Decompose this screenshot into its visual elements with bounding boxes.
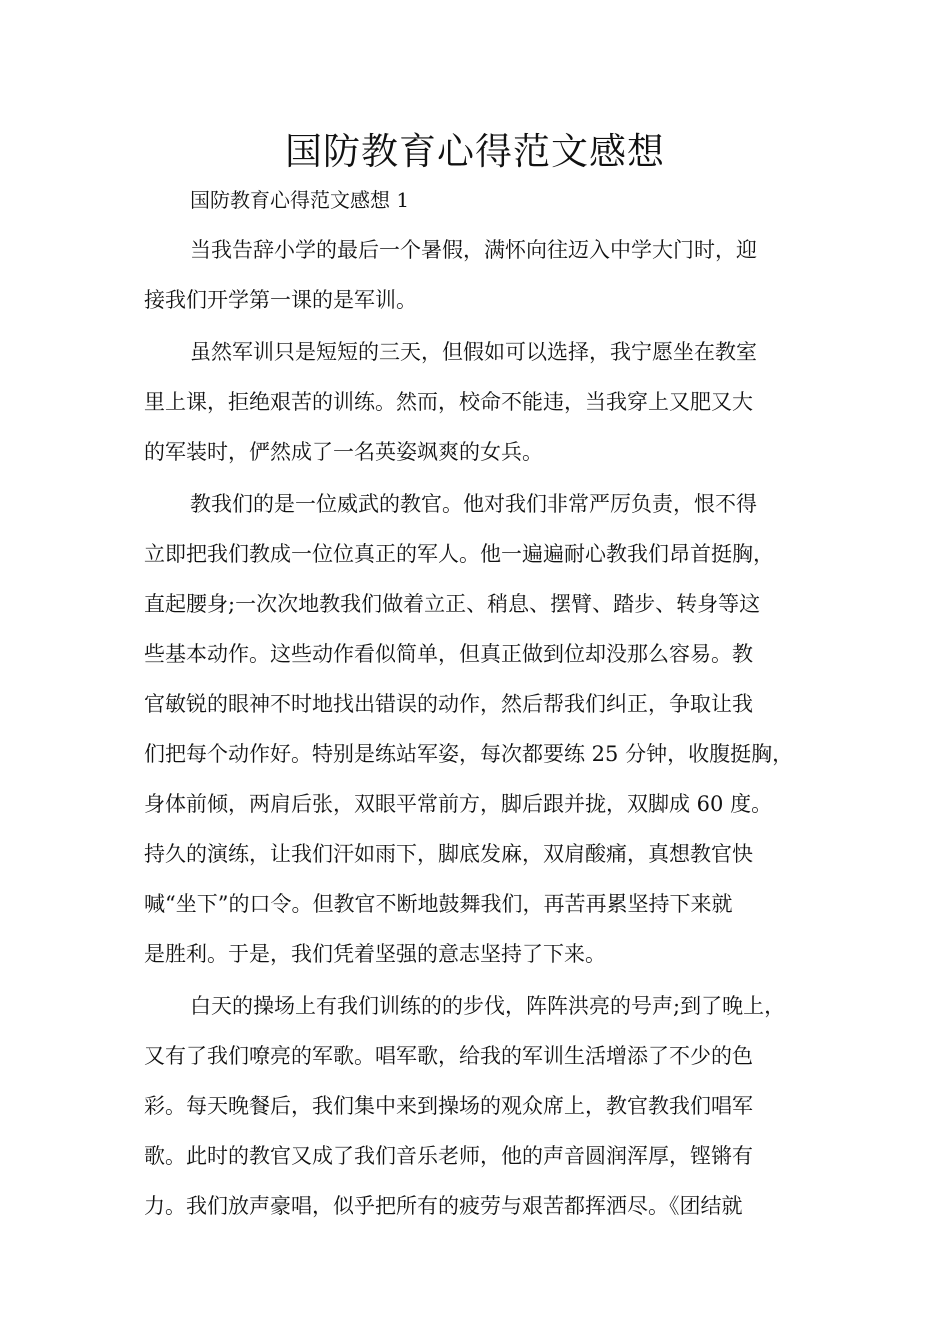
paragraph-line: 当我告辞小学的最后一个暑假，满怀向往迈入中学大门时，迎: [190, 238, 757, 262]
paragraph: [144, 335, 824, 485]
paragraph-line: 官敏锐的眼神不时地找出错误的动作，然后帮我们纠正，争取让我: [144, 692, 753, 716]
paragraph-line: 白天的操场上有我们训练的的步伐，阵阵洪亮的号声;到了晚上，: [190, 994, 786, 1018]
paragraph: [144, 487, 824, 987]
paragraph-line: 们把每个动作好。特别是练站军姿，每次都要练 25 分钟，收腹挺胸，: [144, 742, 794, 766]
paragraph-line: 教我们的是一位威武的教官。他对我们非常严厉负责，恨不得: [190, 492, 757, 516]
paragraph-line: 直起腰身;一次次地教我们做着立正、稍息、摆臂、踏步、转身等这: [144, 592, 761, 616]
document-body: [144, 233, 824, 1241]
paragraph-line: 身体前倾，两肩后张，双眼平常前方，脚后跟并拢，双脚成 60 度。: [144, 792, 773, 816]
paragraph-line: 些基本动作。这些动作看似简单，但真正做到位却没那么容易。教: [144, 642, 753, 666]
paragraph-line: 歌。此时的教官又成了我们音乐老师，他的声音圆润浑厚，铿锵有: [144, 1144, 753, 1168]
paragraph-line: 虽然军训只是短短的三天，但假如可以选择，我宁愿坐在教室: [190, 340, 757, 364]
paragraph-line: 彩。每天晚餐后，我们集中来到操场的观众席上，教官教我们唱军: [144, 1094, 753, 1118]
paragraph-line: 接我们开学第一课的是军训。: [144, 288, 417, 312]
paragraph-line: 立即把我们教成一位位真正的军人。他一遍遍耐心教我们昂首挺胸，: [144, 542, 774, 566]
paragraph-line: 喊“坐下”的口令。但教官不断地鼓舞我们，再苦再累坚持下来就: [144, 892, 733, 916]
document-title: 国防教育心得范文感想: [285, 130, 665, 173]
paragraph: [144, 989, 824, 1239]
paragraph-line: 持久的演练，让我们汗如雨下，脚底发麻，双肩酸痛，真想教官快: [144, 842, 753, 866]
paragraph-line: 又有了我们嘹亮的军歌。唱军歌，给我的军训生活增添了不少的色: [144, 1044, 753, 1068]
paragraph-line: 里上课，拒绝艰苦的训练。然而，校命不能违，当我穿上又肥又大: [144, 390, 753, 414]
section-heading: 国防教育心得范文感想 1: [190, 188, 410, 212]
paragraph-line: 的军装时，俨然成了一名英姿飒爽的女兵。: [144, 440, 543, 464]
paragraph-line: 力。我们放声豪唱，似乎把所有的疲劳与艰苦都挥洒尽。《团结就: [144, 1194, 743, 1218]
paragraph: [144, 233, 824, 333]
paragraph-line: 是胜利。于是，我们凭着坚强的意志坚持了下来。: [144, 942, 606, 966]
